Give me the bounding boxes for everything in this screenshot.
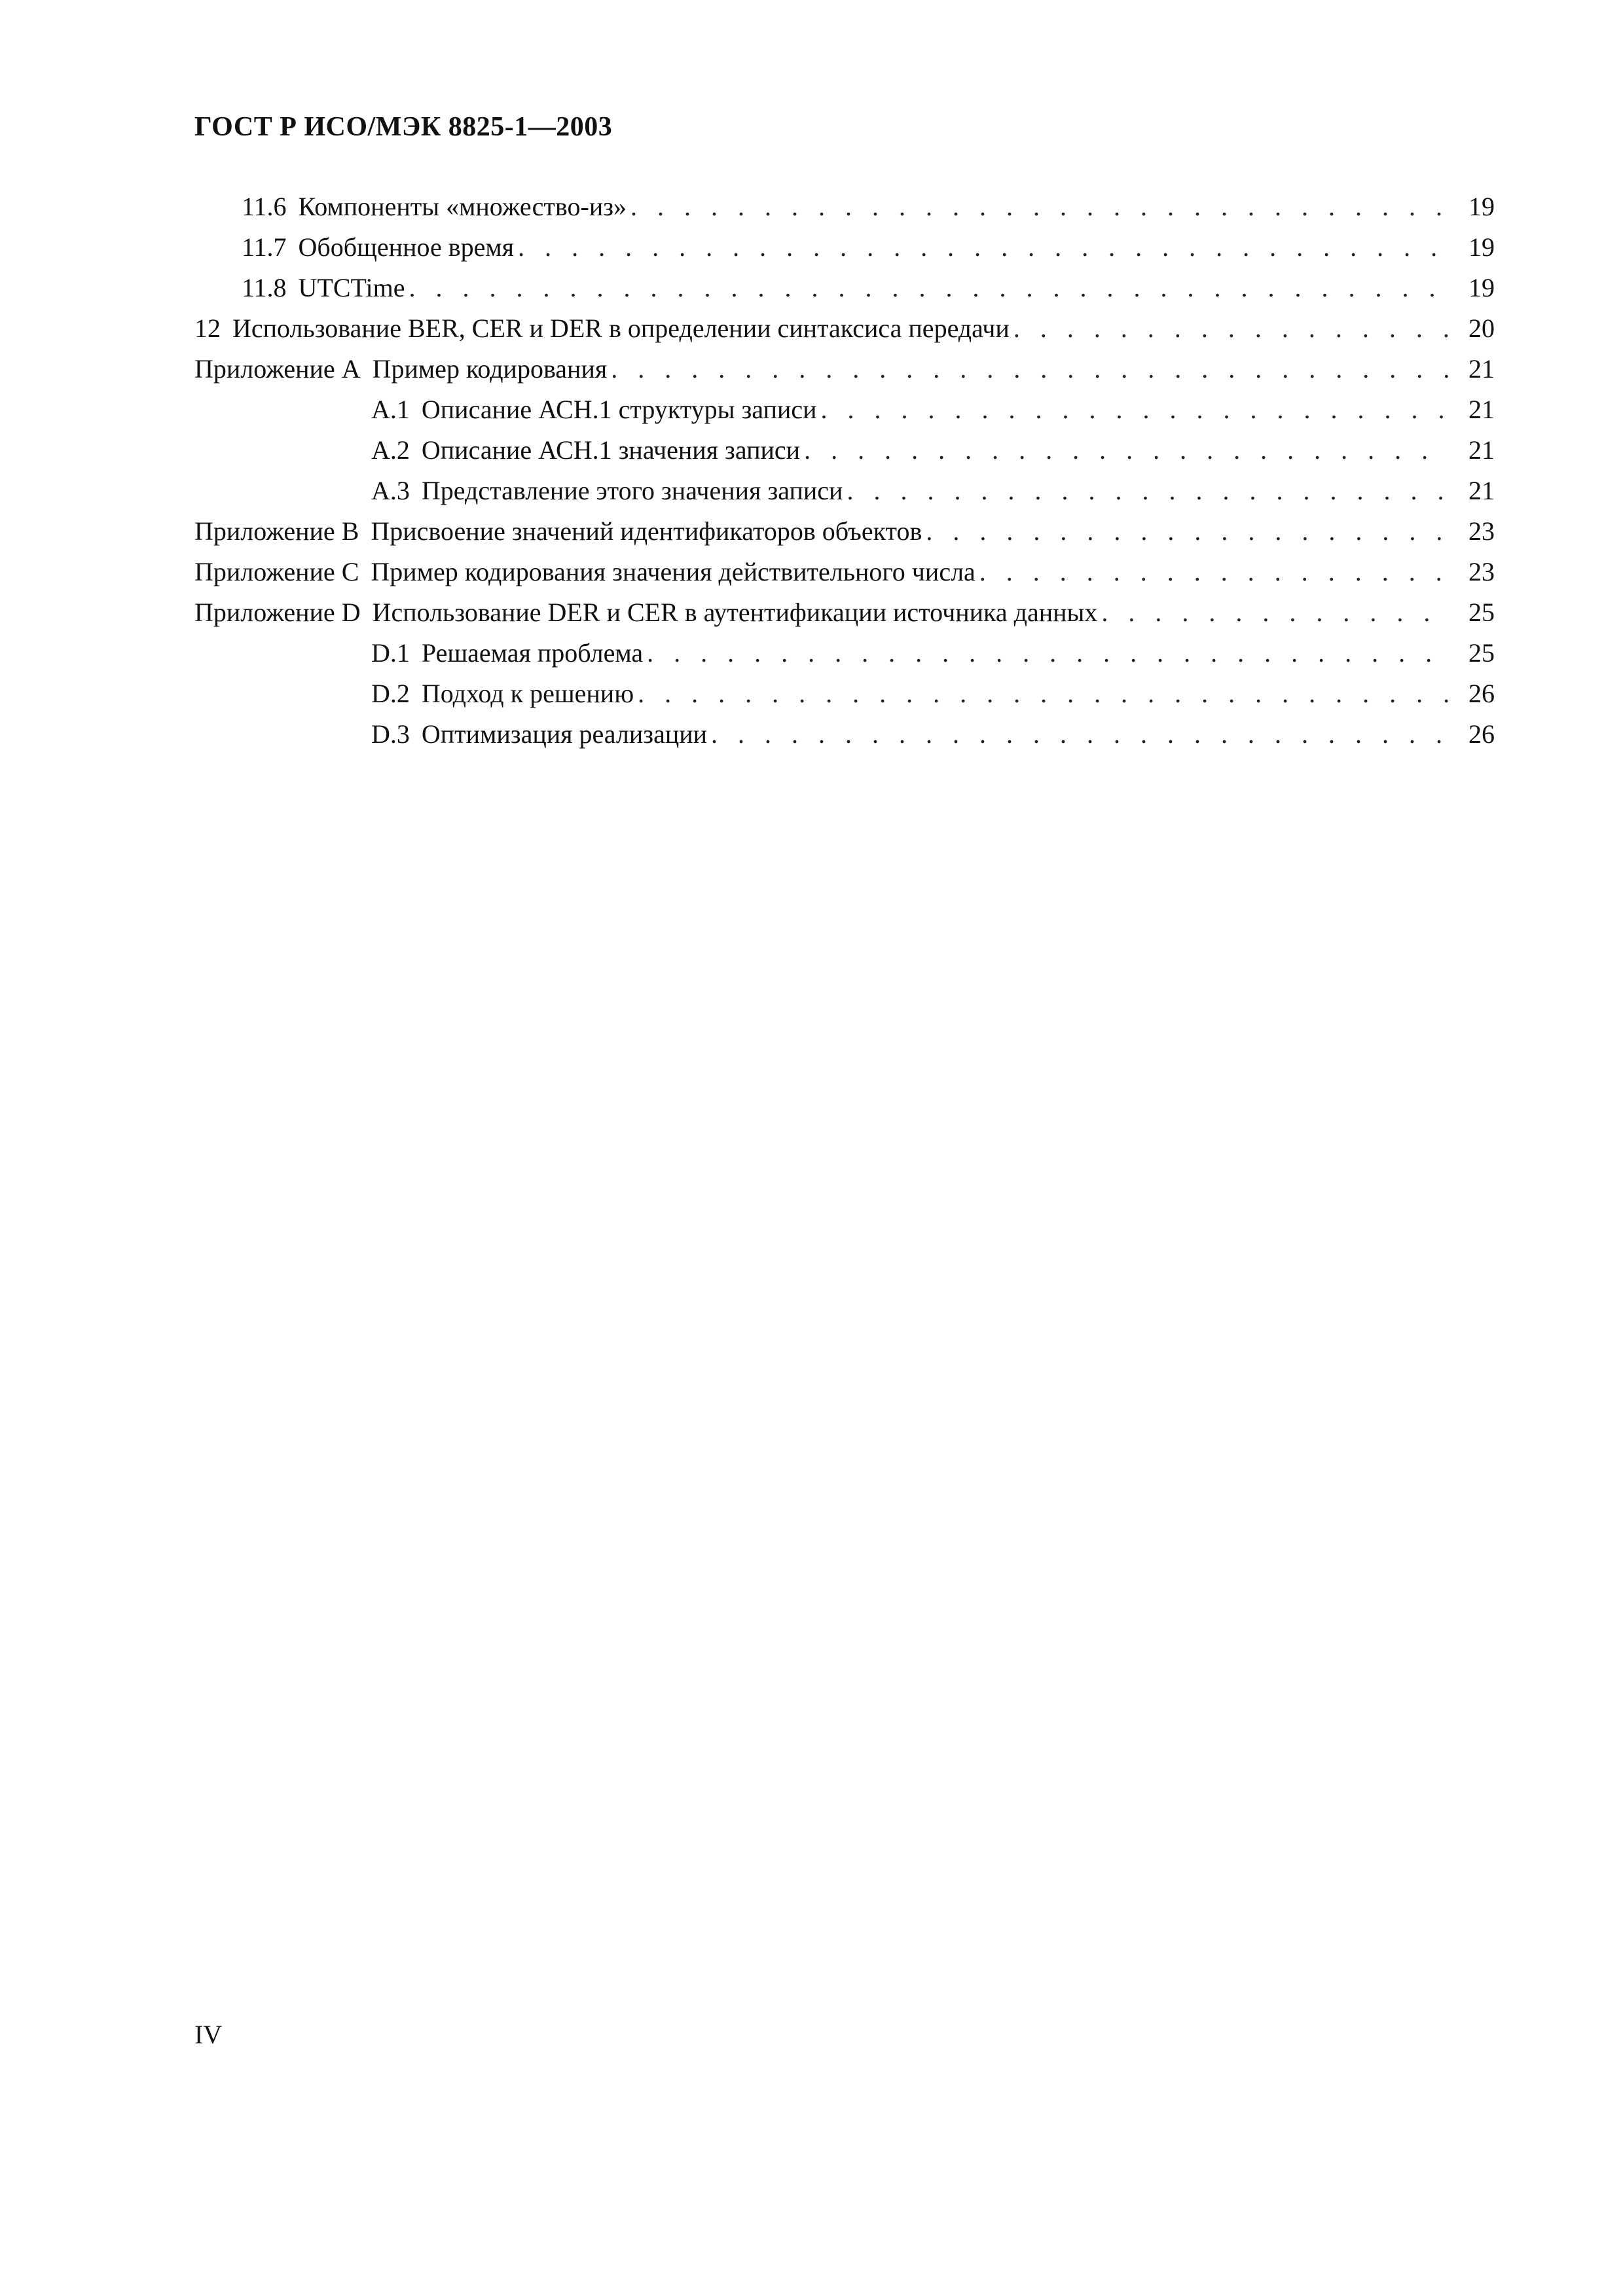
- toc-dot-leader: [821, 389, 1449, 430]
- toc-entry-number: D.3: [371, 719, 410, 749]
- toc-entry-page: 25: [1468, 638, 1495, 668]
- toc-entry-page: 20: [1468, 314, 1495, 343]
- toc-entry[interactable]: [194, 349, 1495, 389]
- toc-entry-number: D.1: [371, 638, 410, 668]
- toc-dot-leader: [630, 187, 1449, 227]
- toc-entry-number: D.2: [371, 679, 410, 708]
- toc-entry-number: 11.7: [242, 232, 287, 262]
- toc-entry-title: Использование DER и CER в аутентификации источника данных: [372, 598, 1098, 627]
- toc-dot-leader: [979, 552, 1449, 592]
- toc-entry-title: Использование BER, CER и DER в определении синтаксиса передачи: [232, 314, 1010, 343]
- toc-entry-title: Описание АСН.1 структуры записи: [421, 395, 817, 424]
- toc-entry-page: 21: [1468, 435, 1495, 465]
- toc-entry[interactable]: [194, 389, 1495, 430]
- toc-dot-leader: [1013, 308, 1449, 349]
- toc-entry-number: А.2: [371, 435, 410, 465]
- page-number: IV: [194, 2020, 223, 2049]
- toc-entry-page: 23: [1468, 557, 1495, 586]
- toc-entry-page: 26: [1468, 719, 1495, 749]
- toc-entry-number: 11.8: [242, 273, 287, 302]
- toc-entry[interactable]: [194, 471, 1495, 511]
- toc-dot-leader: [638, 673, 1449, 714]
- toc-entry[interactable]: [194, 511, 1495, 552]
- toc-dot-leader: [611, 349, 1449, 389]
- toc-entry[interactable]: [194, 592, 1495, 633]
- table-of-contents: [194, 187, 1495, 755]
- toc-entry[interactable]: [194, 673, 1495, 714]
- toc-entry-title: Описание АСН.1 значения записи: [421, 435, 801, 465]
- toc-entry-title: Решаемая проблема: [421, 638, 644, 668]
- toc-entry[interactable]: [194, 633, 1495, 673]
- toc-entry-number: 11.6: [242, 192, 287, 221]
- toc-entry-page: 21: [1468, 354, 1495, 384]
- toc-entry-title: Обобщенное время: [298, 232, 515, 262]
- toc-entry-page: 19: [1468, 192, 1495, 221]
- toc-dot-leader: [847, 471, 1449, 511]
- toc-entry-title: Компоненты «множество-из»: [298, 192, 627, 221]
- toc-entry[interactable]: [194, 714, 1495, 755]
- toc-entry[interactable]: [194, 227, 1495, 268]
- toc-entry[interactable]: [194, 187, 1495, 227]
- toc-entry-title: Представление этого значения записи: [421, 476, 843, 505]
- toc-entry-page: 23: [1468, 516, 1495, 546]
- toc-dot-leader: [409, 268, 1449, 308]
- toc-entry[interactable]: [194, 308, 1495, 349]
- toc-dot-leader: [518, 227, 1449, 268]
- toc-entry-title: Подход к решению: [421, 679, 634, 708]
- toc-dot-leader: [711, 714, 1449, 755]
- toc-entry-number: Приложение С: [194, 557, 359, 586]
- toc-entry-page: 21: [1468, 395, 1495, 424]
- document-header: ГОСТ Р ИСО/МЭК 8825-1—2003: [194, 112, 613, 142]
- toc-entry[interactable]: [194, 552, 1495, 592]
- toc-dot-leader: [926, 511, 1449, 552]
- toc-entry-page: 21: [1468, 476, 1495, 505]
- toc-entry-page: 19: [1468, 273, 1495, 302]
- toc-entry-number: Приложение D: [194, 598, 361, 627]
- toc-entry-title: Пример кодирования значения действительного числа: [371, 557, 976, 586]
- toc-entry-title: UTCTime: [298, 273, 405, 302]
- toc-entry-page: 25: [1468, 598, 1495, 627]
- toc-entry-title: Оптимизация реализации: [421, 719, 708, 749]
- toc-entry-title: Присвоение значений идентификаторов объектов: [371, 516, 922, 546]
- toc-dot-leader: [1101, 592, 1449, 633]
- toc-entry-page: 26: [1468, 679, 1495, 708]
- toc-entry-number: 12: [194, 314, 221, 343]
- toc-dot-leader: [804, 430, 1449, 471]
- toc-entry-page: 19: [1468, 232, 1495, 262]
- toc-entry-number: Приложение В: [194, 516, 359, 546]
- toc-entry-number: А.1: [371, 395, 410, 424]
- toc-entry-title: Пример кодирования: [372, 354, 608, 384]
- toc-entry-number: А.3: [371, 476, 410, 505]
- toc-entry[interactable]: [194, 430, 1495, 471]
- toc-dot-leader: [647, 633, 1449, 673]
- toc-entry[interactable]: [194, 268, 1495, 308]
- toc-entry-number: Приложение А: [194, 354, 361, 384]
